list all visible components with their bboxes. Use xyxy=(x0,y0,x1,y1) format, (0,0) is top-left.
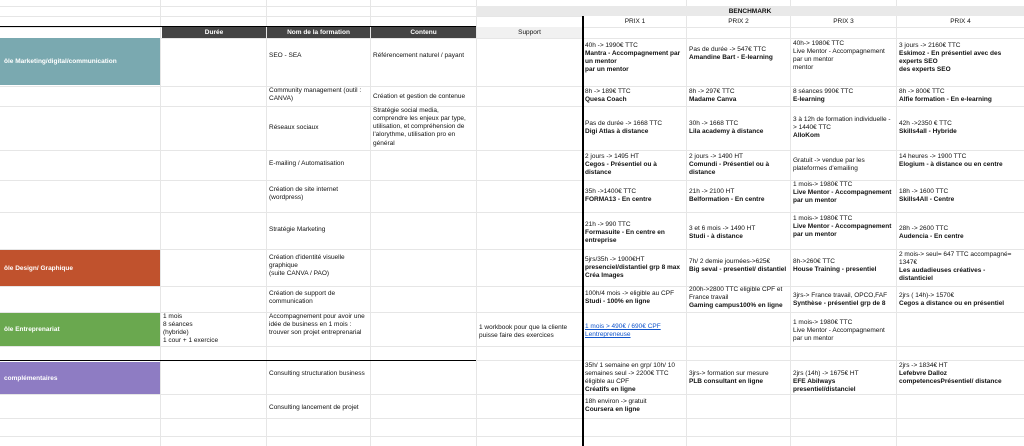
header-nom-formation: Nom de la formation xyxy=(267,27,370,38)
col-divider xyxy=(686,0,687,446)
prix4-cell: 42h ->2350 € TTC Skills4all - Hybride xyxy=(899,120,957,136)
prix1-cell: 21h -> 990 TTC Formasuite - En centre en entreprise xyxy=(585,221,665,245)
pole-marketing xyxy=(0,38,160,85)
prix3-cell: 8h->260€ TTC House Training - presentiel xyxy=(793,258,877,274)
prix2-cell: 21h -> 2100 HT Belformation - En centre xyxy=(689,188,765,204)
pole-complementaires xyxy=(0,362,160,394)
pole-marketing-label: ôle Marketing/digital/communication xyxy=(4,58,117,65)
header-duree: Durée xyxy=(162,27,266,38)
prix4-cell: 18h -> 1600 TTC Skills4All - Centre xyxy=(899,188,955,204)
prix4-cell: 14 heures -> 1900 TTC Elogium - à distance ou en centre xyxy=(899,153,1003,169)
formation-contenu: Stratégie social media, comprendre les enjeux par type, utilisation, et compréhension de l'alorythme, utilisation pro en général xyxy=(373,107,466,147)
prix1-cell: 8h -> 189€ TTC Quesa Coach xyxy=(585,88,631,104)
header-prix-4: PRIX 4 xyxy=(897,16,1024,26)
formation-contenu: Création et gestion de contenue xyxy=(373,93,466,100)
formation-name: Création d'identité visuelle graphique (suite CANVA / PAO) xyxy=(269,254,345,278)
prix1-cell: 40h -> 1990€ TTC Mantra - Accompagnement par un mentor par un mentor xyxy=(585,42,681,74)
header-prix-1: PRIX 1 xyxy=(584,16,686,26)
header-support: Support xyxy=(477,27,582,38)
formation-contenu: Référencement naturel / payant xyxy=(373,52,465,59)
prix2-cell: Pas de durée -> 547€ TTC Amandine Bart - E-learning xyxy=(689,46,773,62)
prix3-cell: 8 séances 990€ TTC E-learning xyxy=(793,88,854,104)
benchmark-header: BENCHMARK xyxy=(476,6,1024,16)
pole-complementaires-label: complémentaires xyxy=(4,374,58,382)
prix3-cell: 40h-> 1980€ TTC Live Mentor - Accompagnement par un mentor mentor xyxy=(793,40,885,72)
prix4-cell: 28h -> 2600 TTC Audencia - En centre xyxy=(899,225,964,241)
duree-cell: 1 mois 8 séances (hybride) 1 cour + 1 exercice xyxy=(163,313,219,345)
formation-name: Consulting lancement de projet xyxy=(269,404,359,411)
row-divider xyxy=(0,346,1024,347)
row-divider xyxy=(0,436,1024,437)
prix3-cell: 1 mois-> 1980€ TTC Live Mentor - Accompagnement par un mentor xyxy=(793,181,892,205)
prix1-cell: 35h/ 1 semaine en grp/ 10h/ 10 semaines seul -> 2200€ TTC éligible au CPF Créatifs en ligne xyxy=(585,362,675,394)
col-divider xyxy=(160,0,161,446)
formation-name: E-mailing / Automatisation xyxy=(269,160,345,167)
row-divider xyxy=(0,86,1024,87)
formation-name: Création de support de communication xyxy=(269,290,336,306)
row-divider xyxy=(0,150,1024,151)
prix3-cell: 1 mois-> 1980€ TTC Live Mentor - Accompagnement par un mentor xyxy=(793,319,885,343)
prix1-cell: 18h environ -> gratuit Coursera en ligne xyxy=(585,398,647,414)
benchmark-separator xyxy=(582,16,584,446)
prix3-cell: 3 à 12h de formation individuelle -> 1440€ TTC AlloKom xyxy=(793,116,891,140)
formation-name: Accompagnement pour avoir une idée de business en 1 mois : trouver son projet entreprenarial xyxy=(269,313,365,337)
formation-name: Réseaux sociaux xyxy=(269,124,319,131)
col-divider xyxy=(790,0,791,446)
header-contenu: Contenu xyxy=(371,27,476,38)
formation-name: Community management (outil : CANVA) xyxy=(269,87,362,103)
prix4-cell: 2 mois-> seul= 647 TTC accompagné= 1347€ Les audadieuses créatives - distanticiel xyxy=(899,251,1012,283)
support-cell: 1 workbook pour que la cliente puisse faire des exercices xyxy=(479,324,568,340)
pole-design-label: ôle Design/ Graphique xyxy=(4,264,73,272)
prix4-cell: 2jrs ( 14h)-> 1570€ Cegos a distance ou en présentiel xyxy=(899,292,1005,308)
prix3-cell: 1 mois-> 1980€ TTC Live Mentor - Accompagnement par un mentor xyxy=(793,215,892,239)
pole-entrepreneuriat-label: ôle Entreprenariat xyxy=(4,326,60,333)
prix1-cell: Pas de durée -> 1668 TTC Digi Atlas à distance xyxy=(585,120,663,136)
prix3-cell: 2jrs (14h) -> 1675€ HT EFE Abilways presentiel/distanciel xyxy=(793,370,859,394)
header-prix-3: PRIX 3 xyxy=(791,16,896,26)
prix4-cell: 8h -> 800€ TTC Alfie formation - En e-learning xyxy=(899,88,992,104)
row-divider xyxy=(0,212,1024,213)
col-divider xyxy=(476,0,477,446)
prix1-cell: 2 jours -> 1495 HT Cegos - Présentiel ou à distance xyxy=(585,153,657,177)
formation-name: Consulting structuration business xyxy=(269,370,365,377)
prix4-cell: 2jrs -> 1834€ HT Lefebvre Dalloz competencesPrésentiel/ distance xyxy=(899,362,1002,386)
col-divider xyxy=(266,0,267,446)
prix1-cell: 35h ->1400€ TTC FORMA13 - En centre xyxy=(585,188,652,204)
formation-name: Création de site internet (wordpress) xyxy=(269,186,339,202)
pole-design xyxy=(0,250,160,286)
prix2-cell: 30h -> 1668 TTC Lila academy à distance xyxy=(689,120,764,136)
prix3-cell: Gratuit -> vendue par les plateformes d'emailing xyxy=(793,157,865,173)
prix2-cell: 8h -> 297€ TTC Madame Canva xyxy=(689,88,737,104)
col-divider xyxy=(896,0,897,446)
row-divider xyxy=(0,286,1024,287)
prix3-cell: 3jrs-> France travail, OPCO,FAF Synthèse - présentiel grp de 8 xyxy=(793,292,888,308)
header-prix-2: PRIX 2 xyxy=(687,16,790,26)
prix2-cell: 3 et 6 mois -> 1490 HT Studi - à distance xyxy=(689,225,756,241)
prix4-cell: 3 jours -> 2160€ TTC Eskimoz - En présentiel avec des experts SEO des experts SEO xyxy=(899,42,1002,74)
prix2-cell: 2 jours -> 1490 HT Comundi - Présentiel ou à distance xyxy=(689,153,770,177)
row-divider xyxy=(0,106,1024,107)
prix1-cell: 5jrs/35h -> 1900€HT presenciel/distantiel grp 8 max Créa Images xyxy=(585,256,681,280)
formation-name: SEO - SEA xyxy=(269,52,302,59)
section-rule xyxy=(0,360,476,361)
prix1-cell: 100h/4 mois -> eligible au CPF Studi - 100% en ligne xyxy=(585,290,675,306)
prix2-cell: 7h/ 2 demie journées->625€ Big seval - presentiel/ distantiel xyxy=(689,258,787,274)
prix1-link[interactable]: 1 mois > 490€ / 690€ CPF Lentrepreneuse xyxy=(585,323,661,339)
formation-name: Stratégie Marketing xyxy=(269,226,326,233)
prix2-cell: 200h->2800 TTC eligible CPF et France travail Gaming campus100% en ligne xyxy=(689,286,783,310)
prix2-cell: 3jrs-> formation sur mesure PLB consultant en ligne xyxy=(689,370,769,386)
row-divider xyxy=(0,418,1024,419)
pole-entrepreneuriat xyxy=(0,313,160,346)
col-divider xyxy=(370,0,371,446)
